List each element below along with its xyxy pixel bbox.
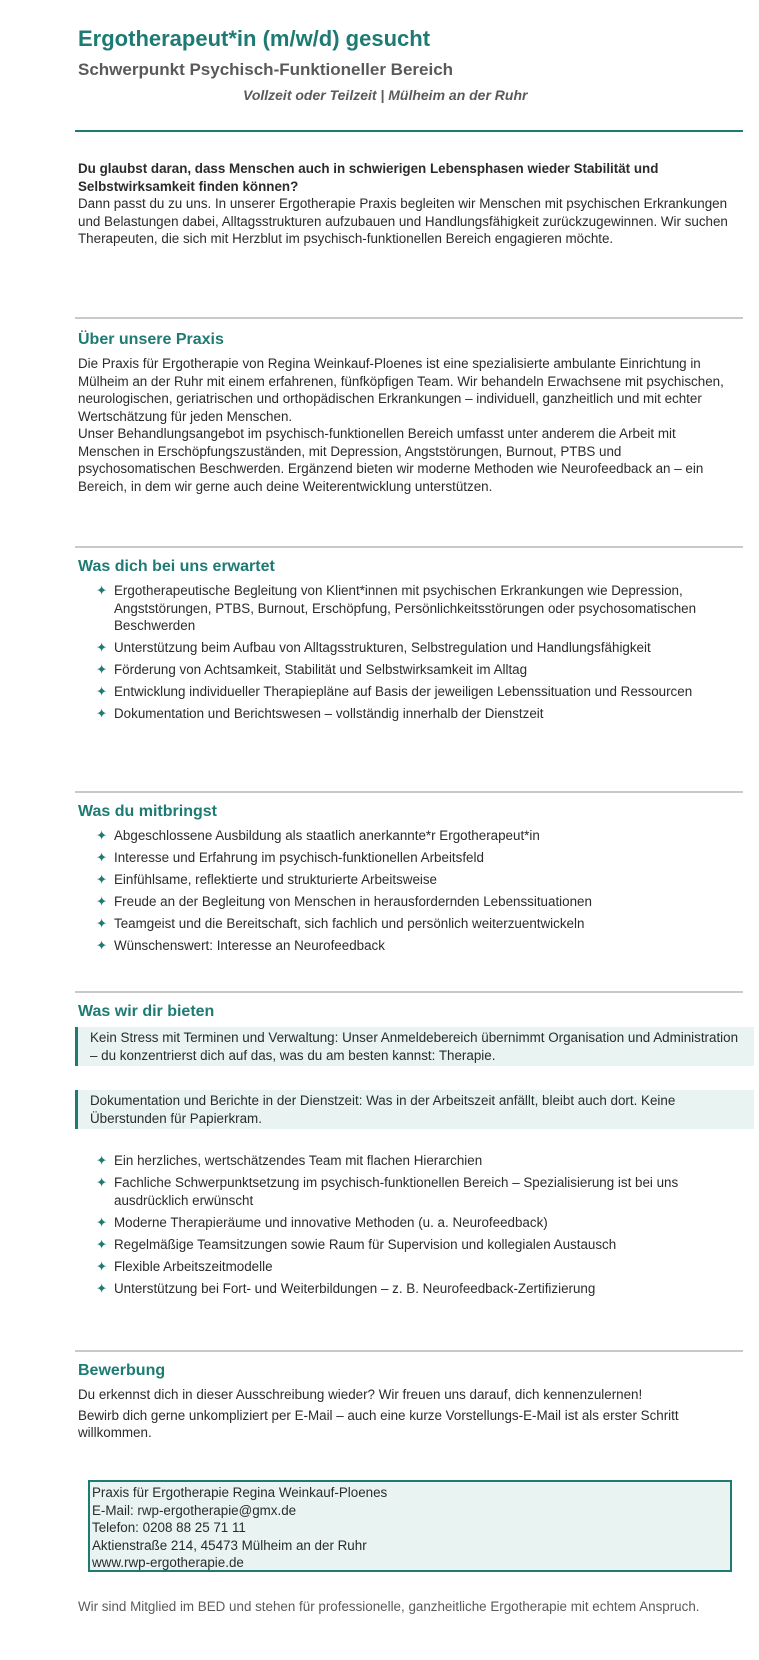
bring-section <box>78 801 738 959</box>
list-item: ✦ Entwicklung individueller Therapiepläne auf Basis der jeweiligen Lebenssituation und Ressourcen <box>96 684 693 699</box>
contact-address: Aktienstraße 214, 45473 Mülheim an der Ruhr <box>92 1537 367 1553</box>
list-item: ✦ Freude an der Begleitung von Menschen in herausfordernden Lebenssituationen <box>96 894 592 909</box>
list-item: ✦ Einfühlsame, reflektierte und strukturierte Arbeitsweise <box>96 872 438 887</box>
plus-icon: ✦ <box>96 1280 108 1296</box>
list-item: ✦ Moderne Therapieräume und innovative Methoden (u. a. Neurofeedback) <box>96 1214 548 1230</box>
plus-icon: ✦ <box>96 640 108 655</box>
list-item: ✦ Regelmäßige Teamsitzungen sowie Raum für Supervision und kollegialen Austausch <box>96 1236 617 1252</box>
list-item: ✦ Wünschenswert: Interesse an Neurofeedback <box>96 938 385 953</box>
list-item: ✦ Ergotherapeutische Begleitung von Klient*innen mit psychischen Erkrankungen wie Depression, Angststörungen, PTBS, Burnout, Erschöpfung, Persönlichkeitsstörungen oder psychosomatischen Beschwerden <box>96 583 697 633</box>
intro-section <box>78 160 738 248</box>
section-divider <box>75 317 743 319</box>
contact-phone: Telefon: 0208 88 25 71 11 <box>92 1520 246 1535</box>
plus-icon: ✦ <box>96 938 108 953</box>
offer-list <box>78 1152 738 1297</box>
list-item: ✦ Abgeschlossene Ausbildung als staatlich anerkannte*r Ergotherapeut*in <box>96 828 540 843</box>
plus-icon: ✦ <box>96 1258 108 1274</box>
plus-icon: ✦ <box>96 1153 108 1168</box>
offer-heading: Was wir dir bieten <box>78 1003 215 1020</box>
offer-list-block <box>78 1152 738 1302</box>
expect-list <box>78 582 738 723</box>
plus-icon: ✦ <box>96 684 108 699</box>
plus-icon: ✦ <box>96 850 108 865</box>
header <box>78 22 738 106</box>
section-divider <box>75 1350 743 1352</box>
contact-box <box>88 1480 732 1572</box>
contact-name: Praxis für Ergotherapie Regina Weinkauf-Ploenes <box>92 1485 388 1500</box>
list-item: ✦ Dokumentation und Berichtswesen – vollständig innerhalb der Dienstzeit <box>96 706 544 721</box>
about-heading: Über unsere Praxis <box>78 331 224 348</box>
plus-icon: ✦ <box>96 706 108 721</box>
list-item: ✦ Flexible Arbeitszeitmodelle <box>96 1258 273 1274</box>
list-item: ✦ Ein herzliches, wertschätzendes Team mit flachen Hierarchien <box>96 1153 483 1168</box>
page-subtitle: Schwerpunkt Psychisch-Funktioneller Bereich <box>78 60 454 79</box>
footer-note: Wir sind Mitglied im BED und stehen für professionelle, ganzheitliche Ergotherapie mit echtem Anspruch. <box>78 1599 700 1614</box>
list-item: ✦ Unterstützung bei Fort- und Weiterbildungen – z. B. Neurofeedback-Zertifizierung <box>96 1280 596 1296</box>
bring-list <box>78 827 738 955</box>
job-meta: Vollzeit oder Teilzeit | Mülheim an der Ruhr <box>243 87 528 103</box>
plus-icon: ✦ <box>96 1175 108 1190</box>
apply-paragraph-2: Bewirb dich gerne unkompliziert per E-Mail – auch eine kurze Vorstellungs-E-Mail ist als erster Schritt willkommen. <box>78 1407 679 1440</box>
list-item: ✦ Fachliche Schwerpunktsetzung im psychisch-funktionellen Bereich – Spezialisierung ist bei uns ausdrücklich erwünscht <box>96 1175 679 1208</box>
offer-section <box>78 1001 738 1027</box>
about-paragraph-1: Die Praxis für Ergotherapie von Regina Weinkauf-Ploenes ist eine spezialisierte ambulante Einrichtung in Mülheim an der Ruhr mit einem erfahrenen, fünfköpfigen Team. Wir behandeln Erwachsene mit psychischen, neurologischen, geriatrischen und orthopädischen Erkrankungen – individuell, ganzheitlich und mit echter Wertschätzung für jeden Menschen. <box>78 356 724 424</box>
plus-icon: ✦ <box>96 872 108 887</box>
list-item: ✦ Interesse und Erfahrung im psychisch-funktionellen Arbeitsfeld <box>96 850 484 865</box>
offer-highlight-admin: Kein Stress mit Terminen und Verwaltung: Unser Anmeldebereich übernimmt Organisation und Administration – du konzentrierst dich auf das, was du am besten kannst: Therapie. <box>75 1027 754 1066</box>
section-divider <box>75 791 743 793</box>
apply-paragraph-1: Du erkennst dich in dieser Ausschreibung wieder? Wir freuen uns darauf, dich kennenzulernen! <box>78 1387 643 1402</box>
plus-icon: ✦ <box>96 916 108 931</box>
list-item: ✦ Förderung von Achtsamkeit, Stabilität und Selbstwirksamkeit im Alltag <box>96 662 528 677</box>
plus-icon: ✦ <box>96 828 108 843</box>
intro-question: Du glaubst daran, dass Menschen auch in schwierigen Lebensphasen wieder Stabilität und Selbstwirksamkeit finden können? <box>78 161 659 194</box>
expect-section <box>78 556 738 727</box>
list-item: ✦ Teamgeist und die Bereitschaft, sich fachlich und persönlich weiterzuentwickeln <box>96 916 585 931</box>
bring-heading: Was du mitbringst <box>78 803 217 820</box>
section-divider <box>75 546 743 548</box>
plus-icon: ✦ <box>96 583 108 598</box>
plus-icon: ✦ <box>96 1236 108 1252</box>
contact-email[interactable]: E-Mail: rwp-ergotherapie@gmx.de <box>92 1502 297 1518</box>
plus-icon: ✦ <box>96 894 108 909</box>
plus-icon: ✦ <box>96 662 108 677</box>
intro-text: Dann passt du zu uns. In unserer Ergotherapie Praxis begleiten wir Menschen mit psychischen Erkrankungen und Belastungen dabei, Alltagsstrukturen aufzubauen und Handlungsfähigkeit zurückzugewinnen. Wir suchen Therapeuten, die sich mit Herzblut im psychisch-funktionellen Bereich engagieren möchte. <box>78 196 728 246</box>
offer-highlight-documentation: Dokumentation und Berichte in der Dienstzeit: Was in der Arbeitszeit anfällt, bleibt auch dort. Keine Überstunden für Papierkram. <box>75 1090 754 1129</box>
contact-website-link[interactable]: www.rwp-ergotherapie.de <box>92 1555 244 1570</box>
page-title: Ergotherapeut*in (m/w/d) gesucht <box>78 26 431 51</box>
header-divider <box>75 130 743 132</box>
list-item: ✦ Unterstützung beim Aufbau von Alltagsstrukturen, Selbstregulation und Handlungsfähigkeit <box>96 640 651 655</box>
plus-icon: ✦ <box>96 1214 108 1230</box>
section-divider <box>75 991 743 993</box>
expect-heading: Was dich bei uns erwartet <box>78 558 275 575</box>
apply-heading: Bewerbung <box>78 1362 166 1379</box>
about-paragraph-2: Unser Behandlungsangebot im psychisch-funktionellen Bereich umfasst unter anderem die Arbeit mit Menschen in Erschöpfungszuständen, mit Depression, Angststörungen, Burnout, PTBS und psychosomatischen Beschwerden. Ergänzend bieten wir moderne Methoden wie Neurofeedback an – ein Bereich, in dem wir gerne auch deine Weiterentwicklung unterstützen. <box>78 426 704 494</box>
about-section <box>78 329 738 495</box>
apply-section <box>78 1360 738 1442</box>
